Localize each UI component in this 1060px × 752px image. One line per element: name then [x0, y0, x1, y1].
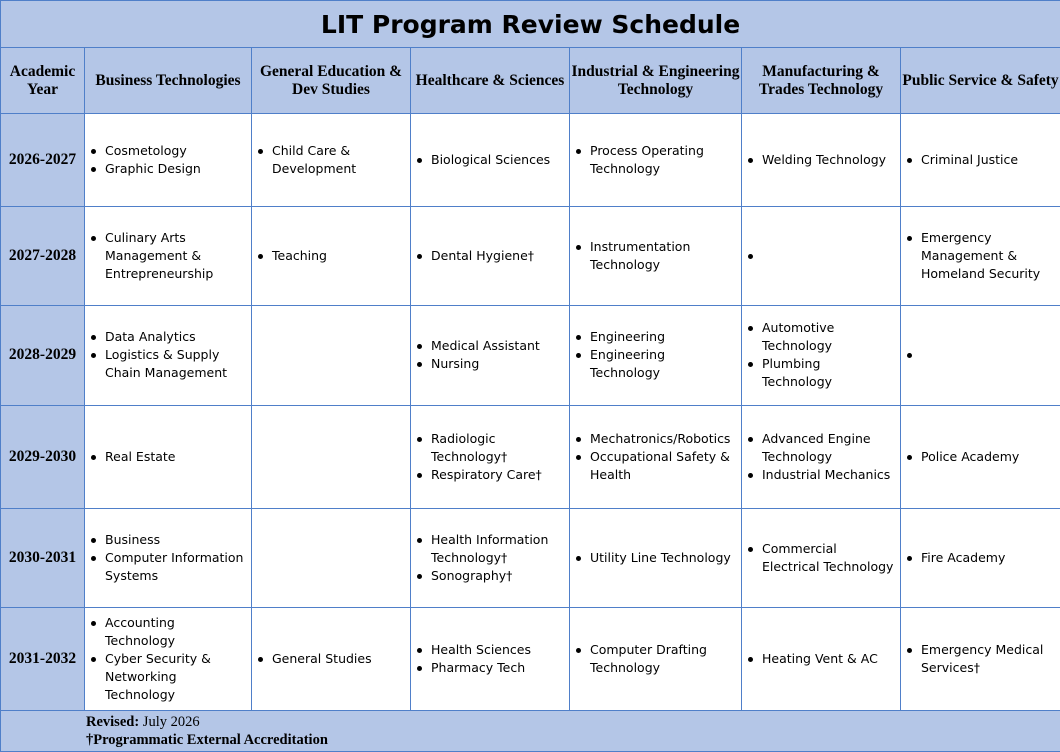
general-education-cell [252, 508, 411, 607]
program-item: General Studies [272, 650, 404, 668]
manufacturing-trades-cell [742, 306, 901, 405]
program-list [742, 319, 900, 391]
program-list [742, 151, 900, 169]
academic-year-cell: 2030-2031 [1, 508, 85, 607]
program-item: Computer Information Systems [105, 549, 244, 583]
program-list [570, 238, 741, 274]
program-list [901, 346, 1060, 364]
program-list [411, 337, 569, 373]
program-list [411, 531, 569, 585]
program-item: Industrial Mechanics [762, 466, 894, 484]
program-item: Engineering Technology [590, 346, 735, 382]
program-item: Cyber Security & Networking Technology [105, 650, 245, 704]
program-item: Emergency Management & Homeland Security [921, 229, 1054, 283]
revised-line [86, 713, 1060, 731]
program-item: Emergency Medical Services† [921, 641, 1054, 677]
revised-date: July 2026 [139, 713, 200, 730]
industrial-engineering-cell [570, 508, 742, 607]
program-list [901, 641, 1060, 677]
business-technologies-cell [85, 114, 252, 207]
general-education-cell [252, 405, 411, 508]
healthcare-sciences-cell [411, 405, 570, 508]
footer-row [1, 710, 1060, 751]
general-education-cell [252, 114, 411, 207]
program-item: Engineering [590, 328, 735, 346]
manufacturing-trades-cell [742, 405, 901, 508]
program-item: Graphic Design [105, 160, 245, 178]
header-business-technologies: Business Technologies [85, 48, 252, 114]
public-service-safety-cell [901, 508, 1060, 607]
general-education-cell [252, 207, 411, 306]
program-item: Commercial Electrical Technology [762, 540, 894, 574]
business-technologies-cell [85, 607, 252, 710]
program-list [570, 641, 741, 677]
academic-year-cell: 2027-2028 [1, 207, 85, 306]
public-service-safety-cell [901, 607, 1060, 710]
program-list [570, 328, 741, 382]
header-academic-year: Academic Year [1, 48, 85, 114]
business-technologies-cell [85, 207, 252, 306]
schedule-row [1, 114, 1060, 207]
program-list [85, 531, 251, 585]
program-item: Plumbing Technology [762, 355, 894, 391]
program-list [570, 142, 741, 178]
schedule-row [1, 607, 1060, 710]
program-item: Police Academy [921, 448, 1054, 466]
program-list [742, 540, 900, 576]
public-service-safety-cell [901, 114, 1060, 207]
program-list [570, 430, 741, 484]
business-technologies-cell [85, 508, 252, 607]
schedule-row [1, 207, 1060, 306]
program-item: Logistics & Supply Chain Management [105, 346, 245, 382]
program-item: Automotive Technology [762, 319, 894, 355]
program-item: Advanced Engine Technology [762, 430, 894, 466]
header-manufacturing-trades: Manufacturing & Trades Technology [742, 48, 901, 114]
healthcare-sciences-cell [411, 207, 570, 306]
program-list [570, 549, 741, 567]
accreditation-note [86, 731, 1060, 749]
program-item: Biological Sciences [431, 151, 563, 169]
program-list [85, 448, 251, 466]
program-item: Accounting Technology [105, 614, 245, 650]
program-item: Data Analytics [105, 328, 245, 346]
header-public-service-safety: Public Service & Safety [901, 48, 1060, 114]
program-item: Radiologic Technology† [431, 430, 563, 466]
program-list [85, 328, 251, 382]
healthcare-sciences-cell [411, 508, 570, 607]
manufacturing-trades-cell [742, 508, 901, 607]
industrial-engineering-cell [570, 114, 742, 207]
program-item: Occupational Safety & Health [590, 448, 735, 484]
manufacturing-trades-cell [742, 607, 901, 710]
program-item: Utility Line Technology [590, 549, 735, 567]
program-item: Process Operating Technology [590, 142, 735, 178]
program-item [762, 247, 894, 265]
schedule-row [1, 306, 1060, 405]
program-list [411, 430, 569, 484]
program-item: Teaching [272, 247, 404, 265]
business-technologies-cell [85, 405, 252, 508]
program-item: Medical Assistant [431, 337, 563, 355]
program-list [85, 614, 251, 704]
program-list [742, 430, 900, 484]
program-list [85, 229, 251, 283]
program-item: Computer Drafting Technology [590, 641, 735, 677]
header-industrial-engineering: Industrial & Engineering Technology [570, 48, 742, 114]
general-education-cell [252, 306, 411, 405]
program-item: Pharmacy Tech [431, 659, 563, 677]
program-list [901, 151, 1060, 169]
program-list [252, 247, 410, 265]
header-healthcare-sciences: Healthcare & Sciences [411, 48, 570, 114]
program-list [742, 650, 900, 668]
schedule-row [1, 405, 1060, 508]
program-list [252, 650, 410, 668]
program-list [901, 229, 1060, 283]
program-list [252, 142, 410, 178]
program-item: Culinary Arts Management & Entrepreneurship [105, 229, 245, 283]
program-list [901, 448, 1060, 466]
industrial-engineering-cell [570, 405, 742, 508]
program-item: Sonography† [431, 567, 563, 585]
program-item: Child Care & Development [272, 142, 404, 178]
program-item: Cosmetology [105, 142, 245, 160]
program-item: Nursing [431, 355, 563, 373]
manufacturing-trades-cell [742, 114, 901, 207]
program-item: Criminal Justice [921, 151, 1054, 169]
program-list [85, 142, 251, 178]
program-item: Respiratory Care† [431, 466, 563, 484]
page-title: LIT Program Review Schedule [1, 1, 1060, 48]
manufacturing-trades-cell [742, 207, 901, 306]
schedule-row [1, 508, 1060, 607]
program-item: Instrumentation Technology [590, 238, 735, 274]
industrial-engineering-cell [570, 207, 742, 306]
program-item: Heating Vent & AC [762, 650, 894, 668]
program-item: Health Sciences [431, 641, 563, 659]
revised-label: Revised: [86, 713, 140, 730]
program-list [411, 247, 569, 265]
column-header-row [1, 48, 1060, 114]
footer [1, 710, 1060, 751]
program-item [921, 346, 1054, 364]
business-technologies-cell [85, 306, 252, 405]
academic-year-cell: 2026-2027 [1, 114, 85, 207]
program-list [742, 247, 900, 265]
program-item: Welding Technology [762, 151, 894, 169]
header-general-education: General Education & Dev Studies [252, 48, 411, 114]
program-item: Fire Academy [921, 549, 1054, 567]
public-service-safety-cell [901, 207, 1060, 306]
industrial-engineering-cell [570, 306, 742, 405]
program-item: Business [105, 531, 245, 549]
healthcare-sciences-cell [411, 114, 570, 207]
industrial-engineering-cell [570, 607, 742, 710]
program-list [411, 151, 569, 169]
program-item: Health Information Technology† [431, 531, 563, 567]
general-education-cell [252, 607, 411, 710]
healthcare-sciences-cell [411, 607, 570, 710]
healthcare-sciences-cell [411, 306, 570, 405]
program-item: Real Estate [105, 448, 245, 466]
academic-year-cell: 2028-2029 [1, 306, 85, 405]
program-item: Dental Hygiene† [431, 247, 563, 265]
public-service-safety-cell [901, 306, 1060, 405]
academic-year-cell: 2031-2032 [1, 607, 85, 710]
program-list [411, 641, 569, 677]
program-item: Mechatronics/Robotics [590, 430, 735, 448]
accreditation-note-text: †Programmatic External Accreditation [86, 731, 328, 748]
public-service-safety-cell [901, 405, 1060, 508]
academic-year-cell: 2029-2030 [1, 405, 85, 508]
program-list [901, 549, 1060, 567]
